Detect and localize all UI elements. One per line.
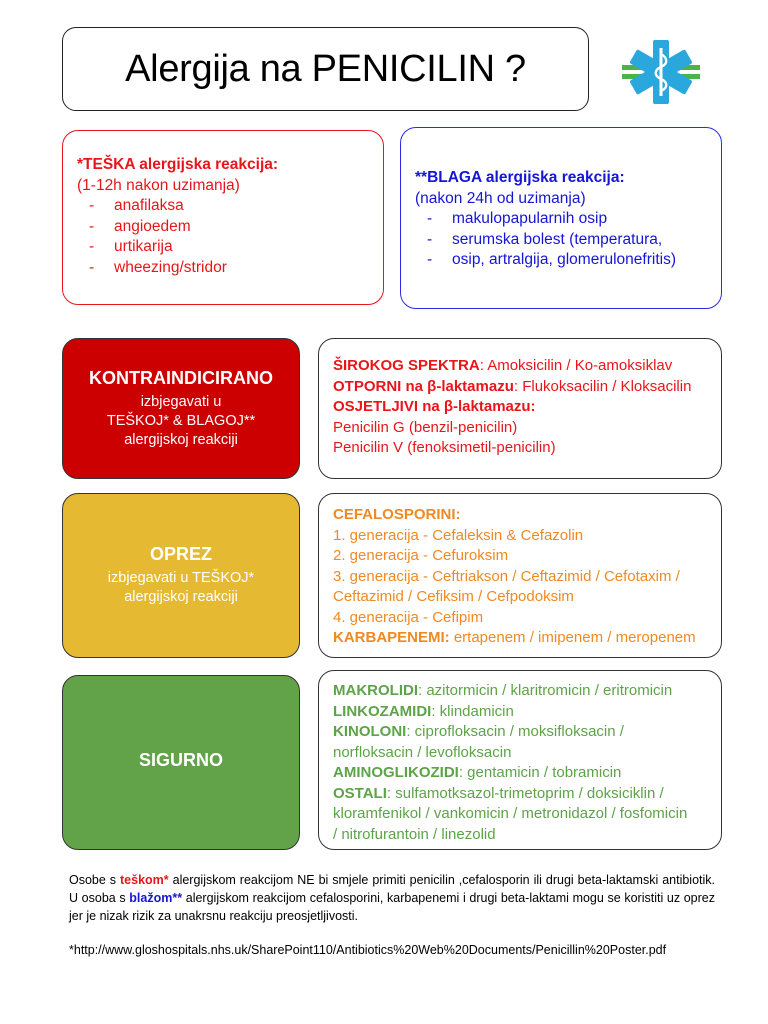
caution-sub-2: alergijskoj reakciji (124, 589, 238, 605)
drug-names: : sulfamotksazol-trimetoprim / doksiciklin / (386, 784, 664, 802)
drug-names: 4. generacija - Cefipim (333, 608, 484, 626)
drug-line (333, 356, 707, 377)
mild-heading: **BLAGA alergijska reakcija: (415, 169, 625, 186)
drug-line (333, 763, 707, 784)
star-of-life-icon (622, 36, 700, 108)
note-text: Osobe s (69, 873, 121, 887)
list-item: - osip, artralgija, glomerulonefritis) (427, 250, 707, 271)
drug-names: Penicilin G (benzil-penicilin) (333, 418, 518, 436)
caution-drugs-box (318, 493, 722, 658)
drug-class-label: AMINOGLIKOZIDI (333, 764, 459, 781)
note-text: alergijskom reakcijom NE bi smjele primiti penicilin ,cefalosporin ili drugi beta-laktamski antibiotik. U osoba s (69, 873, 716, 905)
drug-names: ertapenem / imipenem / meropenem (449, 629, 696, 646)
list-item: - anafilaksa (89, 196, 369, 217)
severe-heading: *TEŠKA alergijska reakcija: (77, 156, 279, 173)
drug-names: : Amoksicilin / Ko-amoksiklav (479, 357, 673, 374)
drug-names: : klindamicin (431, 702, 514, 720)
drug-names: kloramfenikol / vankomicin / metronidazol / fosfomicin (333, 805, 688, 822)
title-box (62, 27, 589, 111)
list-item: - makulopapularnih osip (427, 209, 707, 230)
drug-names: / nitrofurantoin / linezolid (333, 825, 496, 843)
drug-class-label: ŠIROKOG SPEKTRA (333, 357, 480, 374)
drug-names: : gentamicin / tobramicin (458, 764, 622, 781)
drug-class-label: KINOLONI (333, 723, 407, 740)
contraindicated-sub-2: TEŠKOJ* & BLAGOJ** (106, 412, 256, 429)
drug-names: 3. generacija - Ceftriakson / Ceftazimid / Cefotaxim / (333, 567, 680, 585)
drug-class-label: KARBAPENEMI: (333, 629, 450, 646)
drug-line (333, 702, 707, 723)
safe-box (62, 675, 300, 850)
mild-reaction-box (400, 127, 722, 309)
list-item: - urtikarija (89, 237, 369, 258)
drug-class-label: OTPORNI na β-laktamazu (333, 377, 514, 395)
severe-symptom-list (77, 196, 369, 278)
mild-keyword: blažom** (129, 891, 183, 905)
list-item: - serumska bolest (temperatura, (427, 230, 707, 251)
severe-timing: (1-12h nakon uzimanja) (77, 176, 240, 194)
safe-title: SIGURNO (138, 750, 223, 770)
drug-names: : ciprofloksacin / moksifloksacin / (406, 723, 624, 740)
drug-class-label: OSJETLJIVI na β-laktamazu: (333, 398, 536, 415)
contraindicated-sub-1: izbjegavati u (140, 393, 222, 410)
drug-names: Ceftazimid / Cefiksim / Cefpodoksim (333, 588, 574, 605)
drug-line (333, 784, 707, 805)
mild-symptom-list (415, 209, 707, 271)
drug-names: Penicilin V (fenoksimetil-penicilin) (333, 439, 556, 456)
drug-class-label: LINKOZAMIDI (333, 702, 432, 720)
drug-line (333, 681, 707, 702)
contraindicated-box (62, 338, 300, 479)
list-item: - angioedem (89, 217, 369, 238)
caution-title: OPREZ (149, 544, 212, 564)
contraindicated-sub-3: alergijskoj reakciji (124, 431, 238, 448)
drug-class-label: MAKROLIDI (333, 682, 418, 699)
caution-box (62, 493, 300, 658)
mild-timing: (nakon 24h od uzimanja) (415, 189, 586, 207)
drug-names: norfloksacin / levofloksacin (333, 743, 512, 761)
source-reference: *http://www.gloshospitals.nhs.uk/SharePoint110/Antibiotics%20Web%20Documents/Penicillin%20Poster.pdf (69, 943, 667, 957)
drug-line (333, 722, 707, 743)
drug-names: : Flukoksacilin / Kloksacilin (513, 377, 692, 395)
drug-line (333, 628, 707, 649)
drug-class-label: CEFALOSPORINI: (333, 506, 461, 523)
drug-line (333, 377, 707, 398)
drug-names: 2. generacija - Cefuroksim (333, 547, 509, 564)
caution-sub-1: izbjegavati u TEŠKOJ* (107, 570, 255, 586)
drug-names: : azitormicin / klaritromicin / eritromicin (418, 682, 673, 699)
contraindicated-title: KONTRAINDICIRANO (89, 367, 273, 388)
note-text: alergijskom reakcijom cefalosporini, karbapenemi i drugi beta-laktami mogu se koristiti uz oprez jer je nizak rizik za unakrsnu reakciju preosjetljivosti. (69, 891, 715, 923)
severe-keyword: teškom* (120, 873, 169, 887)
drug-names: 1. generacija - Cefaleksin & Cefazolin (333, 526, 584, 544)
footnote-paragraph (69, 871, 715, 925)
safe-drugs-box (318, 670, 722, 850)
list-item: - wheezing/stridor (89, 258, 369, 279)
contraindicated-drugs-box (318, 338, 722, 479)
page-title: Alergija na PENICILIN ? (125, 47, 526, 90)
drug-class-label: OSTALI (333, 784, 387, 802)
severe-reaction-box (62, 130, 384, 305)
